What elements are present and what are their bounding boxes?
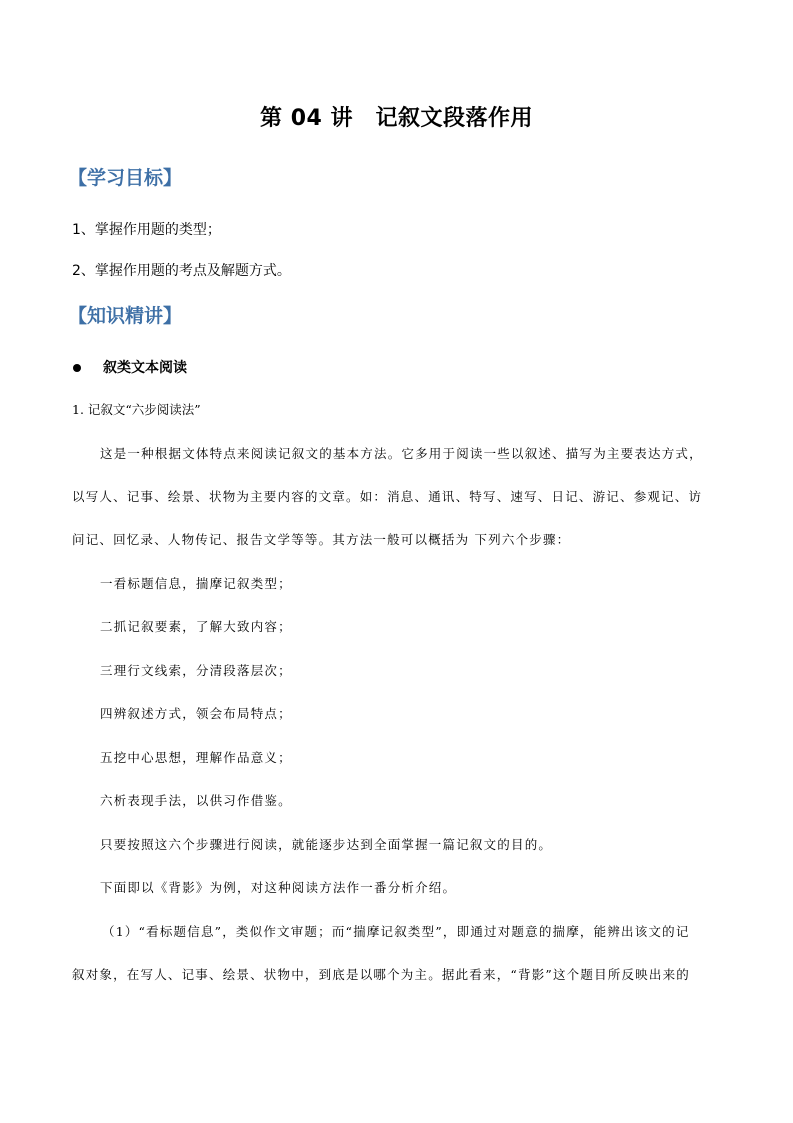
bullet-text: 叙类文本阅读 — [103, 360, 187, 376]
paragraph-line: 这是一种根据文体特点来阅读记叙文的基本方法。它多用于阅读一些以叙述、描写为主要表达方式， — [100, 446, 703, 461]
goal-item-1: 1、掌握作用题的类型； — [72, 222, 221, 238]
step-line: 五挖中心思想，理解作品意义； — [100, 750, 292, 765]
goal-item-2: 2、掌握作用题的考点及解题方式。 — [72, 263, 291, 279]
bullet-item — [72, 357, 187, 379]
section-heading-goals: 【学习目标】 — [68, 167, 183, 189]
paragraph-line: 问记、回忆录、人物传记、报告文学等等。其方法一般可以概括为 下列六个步骤： — [72, 532, 571, 547]
page-title: 第 04 讲 记叙文段落作用 — [260, 106, 533, 131]
step-line: 六析表现手法，以供习作借鉴。 — [100, 793, 292, 808]
paragraph-line: （1）“看标题信息”，类似作文审题；而“揣摩记叙类型”，即通过对题意的揣摩，能辨出该文的记 — [102, 924, 690, 939]
paragraph-line: 只要按照这六个步骤进行阅读，就能逐步达到全面掌握一篇记叙文的目的。 — [100, 837, 553, 852]
section-heading-knowledge: 【知识精讲】 — [68, 305, 183, 327]
step-line: 二抓记叙要素，了解大致内容； — [100, 619, 292, 634]
bullet-dot-icon — [73, 364, 81, 372]
paragraph-line: 以写人、记事、绘景、状物为主要内容的文章。如：消息、通讯、特写、速写、日记、游记、参观记、访 — [72, 489, 703, 504]
paragraph-line: 下面即以《背影》为例，对这种阅读方法作一番分析介绍。 — [100, 880, 457, 895]
sub-heading: 1. 记叙文“六步阅读法” — [72, 402, 201, 417]
paragraph-line: 叙对象，在写人、记事、绘景、状物中，到底是以哪个为主。据此看来，“背影”这个题目所反映出来的 — [72, 967, 690, 982]
step-line: 三理行文线索，分清段落层次； — [100, 663, 292, 678]
step-line: 四辨叙述方式，领会布局特点； — [100, 706, 292, 721]
step-line: 一看标题信息，揣摩记叙类型； — [100, 576, 292, 591]
